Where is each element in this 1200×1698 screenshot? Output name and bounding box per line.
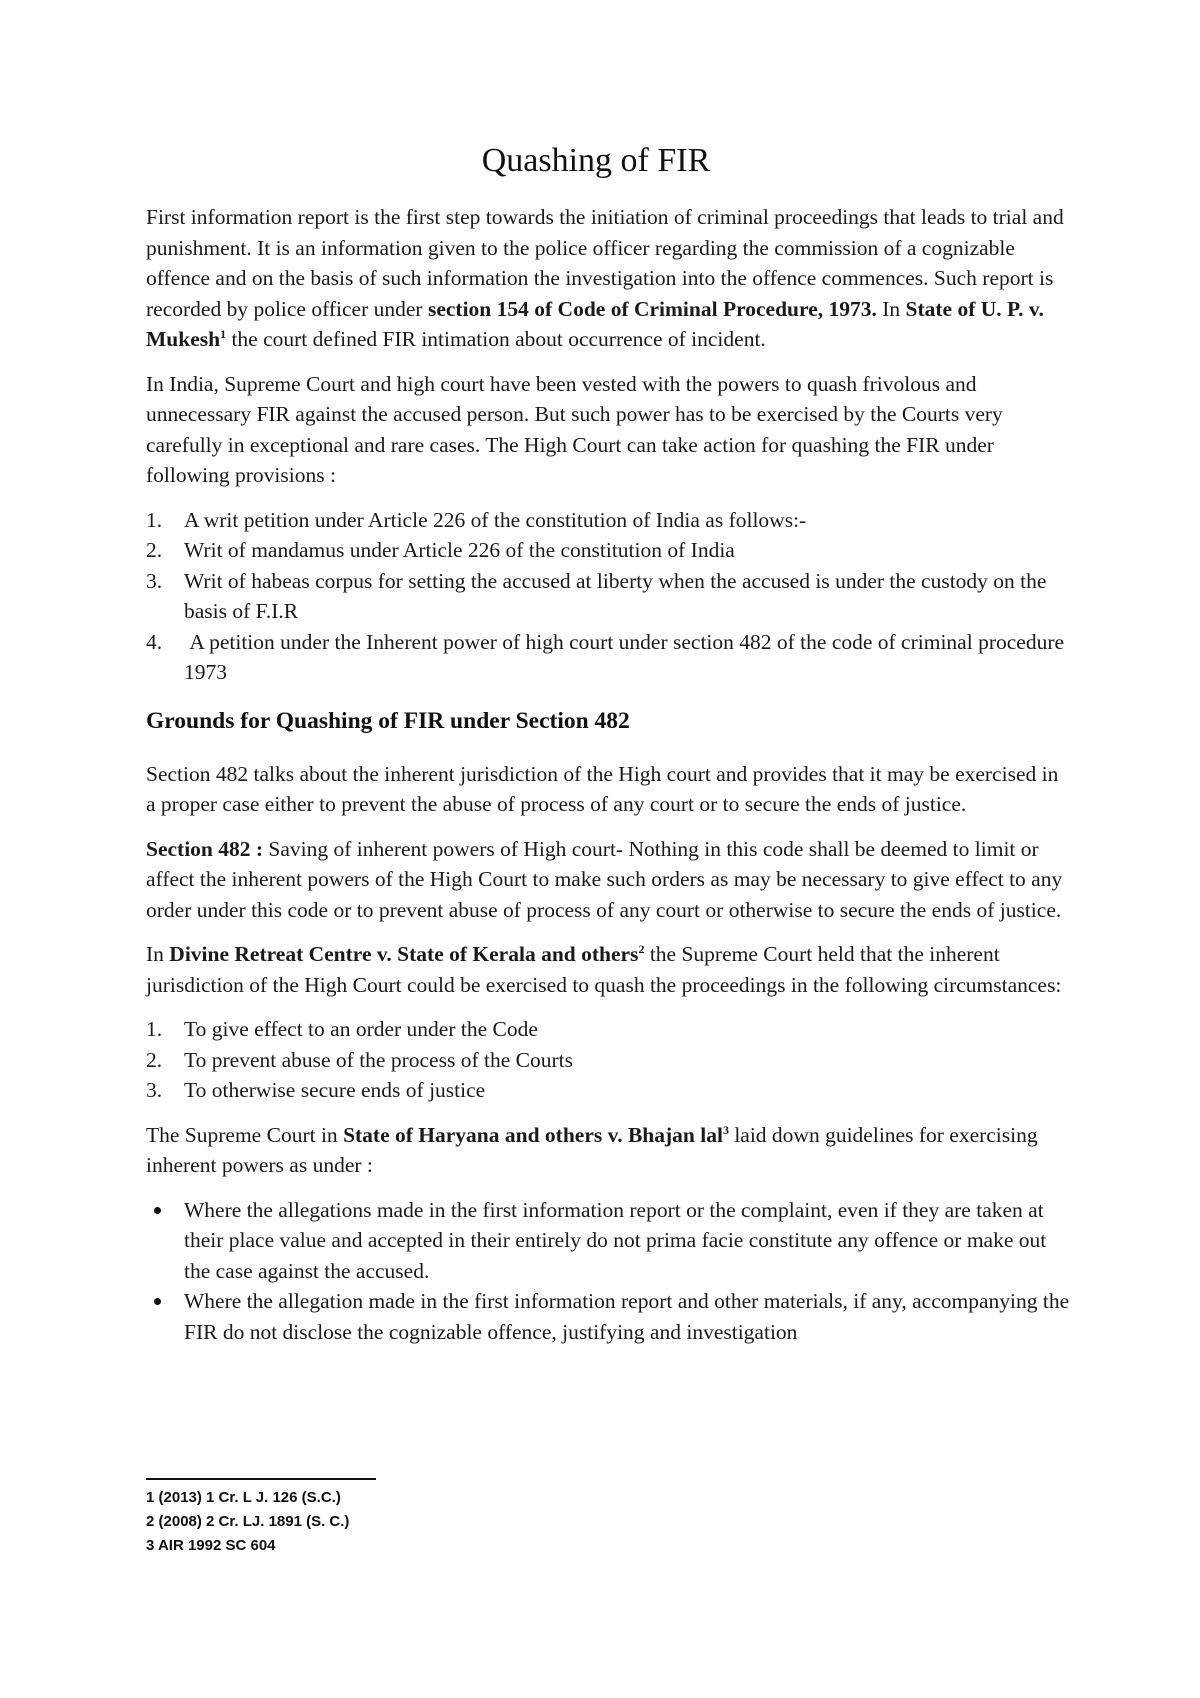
bullet-icon xyxy=(154,1298,161,1305)
divine-paragraph xyxy=(146,939,1070,1000)
list-item xyxy=(146,1014,1070,1045)
list-item xyxy=(146,1195,1070,1287)
list-item xyxy=(146,1286,1070,1347)
circumstances-list xyxy=(146,1014,1070,1106)
bhajan-bold-case: State of Haryana and others v. Bhajan lal xyxy=(343,1122,723,1147)
provisions-list xyxy=(146,505,1070,688)
list-item-text: Writ of habeas corpus for setting the accused at liberty when the accused is under the custody on the basis of F.I.R xyxy=(184,568,1047,623)
powers-paragraph: In India, Supreme Court and high court have been vested with the powers to quash frivolous and unnecessary FIR against the accused person. But such power has to be exercised by the Courts very carefully in exceptional and rare cases. The High Court can take action for quashing the FIR under following provisions : xyxy=(146,371,1003,487)
intro-paragraph xyxy=(146,202,1070,355)
list-number: 1. xyxy=(146,507,163,532)
list-item-text: To otherwise secure ends of justice xyxy=(184,1078,486,1102)
list-item-text: A writ petition under Article 226 of the constitution of India as follows:- xyxy=(184,507,807,532)
footnote-ref-2: 2 xyxy=(638,941,645,956)
divine-text-2: the Supreme Court held that the inherent jurisdiction of the High Court could be exercised to quash the proceedings in the following circumstances: xyxy=(146,942,1062,997)
list-number: 4. xyxy=(146,629,163,654)
footnote-ref-3: 3 xyxy=(722,1122,729,1137)
section-482-definition xyxy=(146,834,1070,926)
footnote-ref-1: 1 xyxy=(220,326,227,341)
list-item-text: Writ of mandamus under Article 226 of the constitution of India xyxy=(184,538,735,562)
section-482-text: Saving of inherent powers of High court- Nothing in this code shall be deemed to limit or affect the inherent powers of the High Court to make such orders as may be necessary to give effect to any order under this code or to prevent abuse of process of any court or otherwise to secure the ends of justice. xyxy=(146,836,1063,922)
bhajan-paragraph xyxy=(146,1120,1070,1181)
footnote-1: 1 (2013) 1 Cr. L J. 126 (S.C.) xyxy=(146,1489,341,1506)
divine-text-1: In xyxy=(146,942,170,966)
list-item xyxy=(146,627,1070,688)
list-number: 1. xyxy=(146,1017,163,1041)
bhajan-text-1: The Supreme Court in xyxy=(146,1122,344,1147)
intro-text-2: In xyxy=(876,296,906,321)
intro-text-3: the court defined FIR intimation about occurrence of incident. xyxy=(226,327,766,351)
section-heading: Grounds for Quashing of FIR under Section 482 xyxy=(146,707,630,734)
list-number: 3. xyxy=(146,568,163,593)
intro-bold-case: State of U. P. v. Mukesh xyxy=(146,296,1044,351)
list-number: 3. xyxy=(146,1078,163,1102)
bullet-icon xyxy=(154,1207,161,1214)
list-item xyxy=(146,535,1070,566)
intro-bold-section: section 154 of Code of Criminal Procedure, 1973. xyxy=(427,296,877,321)
list-number: 2. xyxy=(146,1047,163,1072)
list-item-text: To give effect to an order under the Code xyxy=(184,1017,538,1041)
page-title: Quashing of FIR xyxy=(481,142,711,179)
bhajan-text-2: laid down guidelines for exercising inherent powers as under : xyxy=(146,1122,1038,1177)
footnotes xyxy=(146,1478,1046,1558)
list-item-text: Where the allegation made in the first information report and other materials, if any, accompanying the FIR do not disclose the cognizable offence, justifying and investigation xyxy=(184,1289,1070,1344)
list-item xyxy=(146,505,1070,536)
footnote-divider xyxy=(146,1478,376,1480)
guidelines-list xyxy=(146,1195,1070,1348)
intro-text-1: First information report is the first step towards the initiation of criminal proceedings that leads to trial and punishment. It is an information given to the police officer regarding the commission of a cognizable offence and on the basis of such information the investigation into the offence commences. Such report is recorded by police officer under xyxy=(146,205,1064,321)
section-482-label: Section 482 : xyxy=(146,836,264,861)
list-item-text: To prevent abuse of the process of the Courts xyxy=(184,1047,573,1072)
footnote-2: 2 (2008) 2 Cr. LJ. 1891 (S. C.) xyxy=(146,1513,350,1530)
list-item xyxy=(146,1045,1070,1076)
list-item-text: Where the allegations made in the first information report or the complaint, even if they are taken at their place value and accepted in their entirely do not prima facie constitute any offence or make out the case against the accused. xyxy=(184,1197,1047,1283)
divine-bold-case: Divine Retreat Centre v. State of Kerala and others xyxy=(169,942,639,966)
list-number: 2. xyxy=(146,538,163,562)
section-482-paragraph: Section 482 talks about the inherent jurisdiction of the High court and provides that it may be exercised in a proper case either to prevent the abuse of process of any court or to secure the ends of justice. xyxy=(146,761,1059,816)
footnote-3: 3 AIR 1992 SC 604 xyxy=(146,1537,276,1554)
list-item xyxy=(146,1075,1070,1106)
list-item-text: A petition under the Inherent power of high court under section 482 of the code of criminal procedure 1973 xyxy=(184,629,1070,684)
list-item xyxy=(146,566,1070,627)
